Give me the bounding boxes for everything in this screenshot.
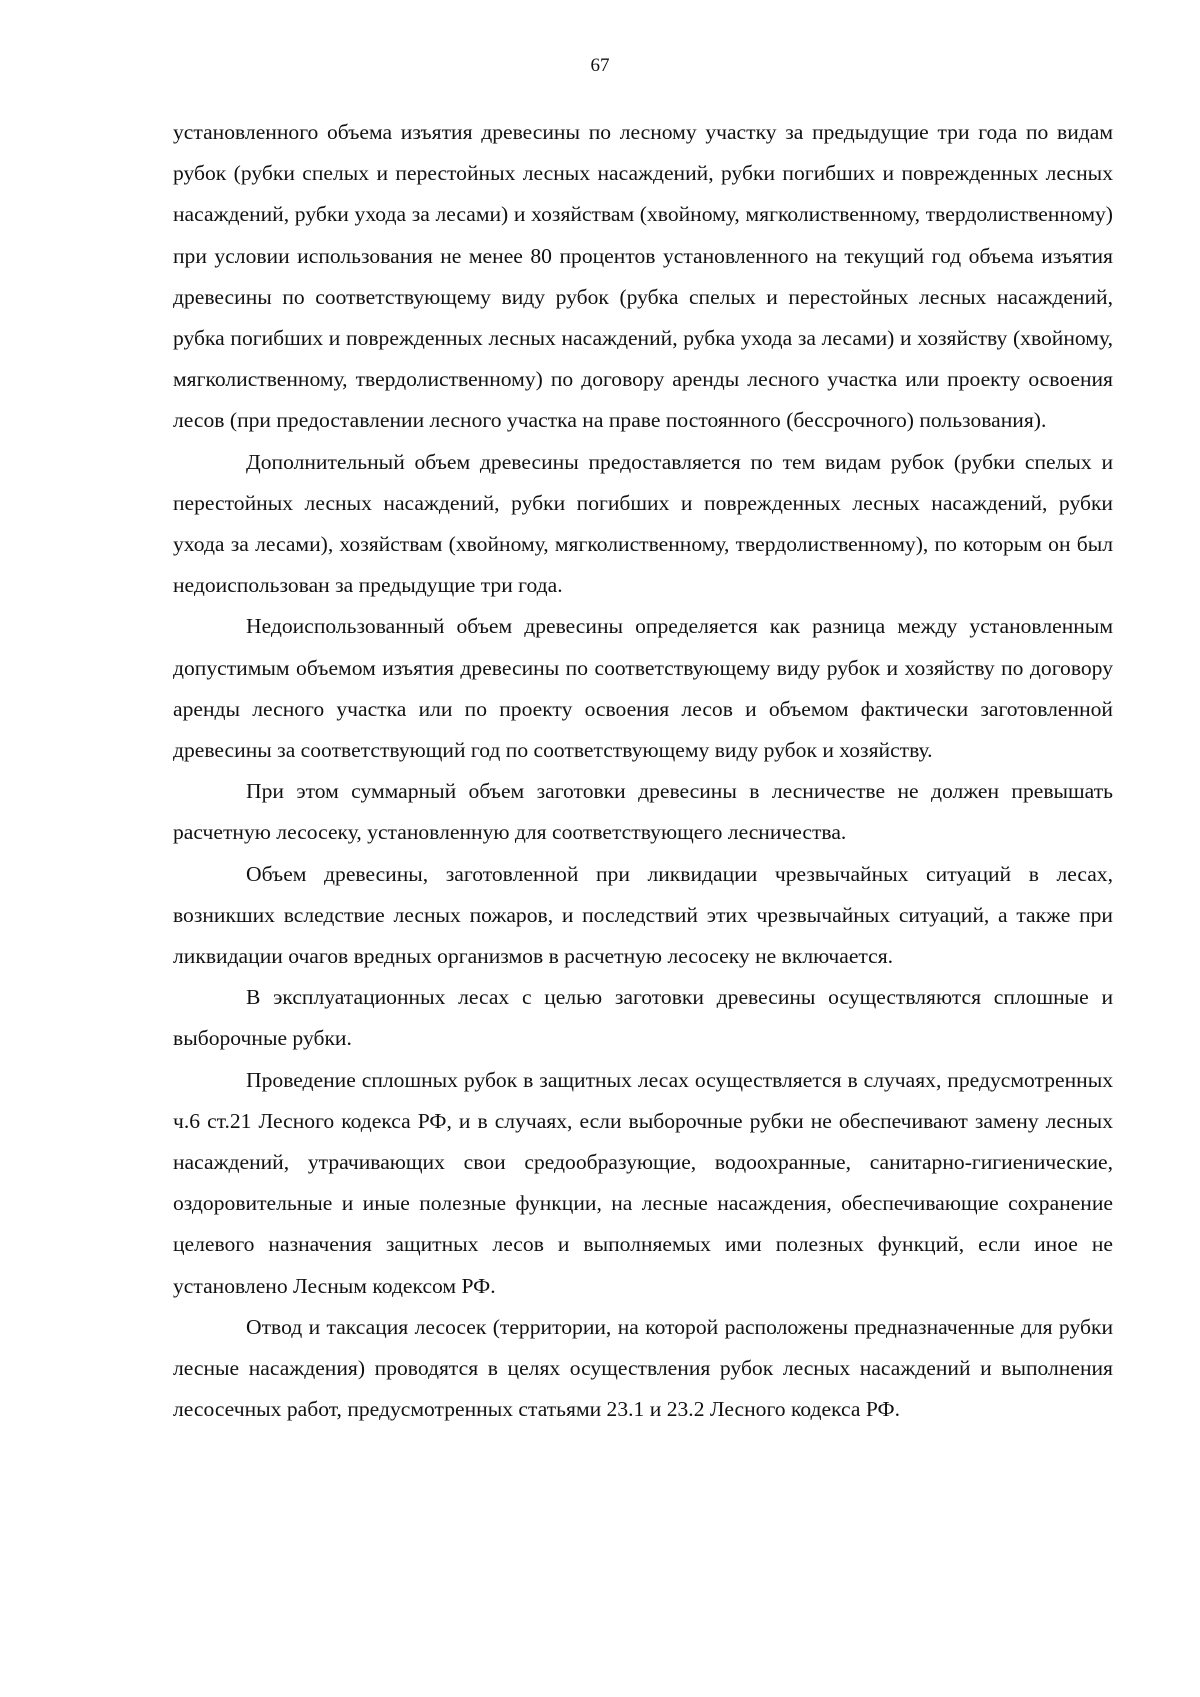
paragraph-4: При этом суммарный объем заготовки древесины в лесничестве не должен превышать расчетную лесосеку, установленную для соответствующего лесничества. [173,779,1113,845]
paragraph-1: установленного объема изъятия древесины по лесному участку за предыдущие три года по видам рубок (рубки спелых и перестойных лесных насаждений, рубки погибших и поврежденных лесных насаждений, рубки ухода за лесами) и хозяйствам (хвойному, мягколиственному, твердолиственному) при условии использования не менее 80 процентов установленного на текущий год объема изъятия древесины по соответствующему виду рубок (рубка спелых и перестойных лесных насаждений, рубка погибших и поврежденных лесных насаждений, рубка ухода за лесами) и хозяйству (хвойному, мягколиственному, твердолиственному) по договору аренды лесного участка или проекту освоения лесов (при предоставлении лесного участка на праве постоянного (бессрочного) пользования). [173,120,1113,433]
paragraph-2: Дополнительный объем древесины предоставляется по тем видам рубок (рубки спелых и перестойных лесных насаждений, рубки погибших и поврежденных лесных насаждений, рубки ухода за лесами), хозяйствам (хвойному, мягколиственному, твердолиственному), по которым он был недоиспользован за предыдущие три года. [173,449,1113,598]
page-number: 67 [590,55,610,76]
document-body [173,112,1113,1431]
paragraph-5: Объем древесины, заготовленной при ликвидации чрезвычайных ситуаций в лесах, возникших вследствие лесных пожаров, и последствий этих чрезвычайных ситуаций, а также при ликвидации очагов вредных организмов в расчетную лесосеку не включается. [173,861,1113,969]
paragraph-8: Отвод и таксация лесосек (территории, на которой расположены предназначенные для рубки лесные насаждения) проводятся в целях осуществления рубок лесных насаждений и выполнения лесосечных работ, предусмотренных статьями 23.1 и 23.2 Лесного кодекса РФ. [173,1314,1113,1422]
paragraph-6: В эксплуатационных лесах с целью заготовки древесины осуществляются сплошные и выборочные рубки. [173,985,1113,1051]
paragraph-7: Проведение сплошных рубок в защитных лесах осуществляется в случаях, предусмотренных ч.6 ст.21 Лесного кодекса РФ, и в случаях, если выборочные рубки не обеспечивают замену лесных насаждений, утрачивающих свои средообразующие, водоохранные, санитарно-гигиенические, оздоровительные и иные полезные функции, на лесные насаждения, обеспечивающие сохранение целевого назначения защитных лесов и выполняемых ими полезных функций, если иное не установлено Лесным кодексом РФ. [173,1067,1113,1298]
paragraph-3: Недоиспользованный объем древесины определяется как разница между установленным допустимым объемом изъятия древесины по соответствующему виду рубок и хозяйству по договору аренды лесного участка или по проекту освоения лесов и объемом фактически заготовленной древесины за соответствующий год по соответствующему виду рубок и хозяйству. [173,614,1113,763]
